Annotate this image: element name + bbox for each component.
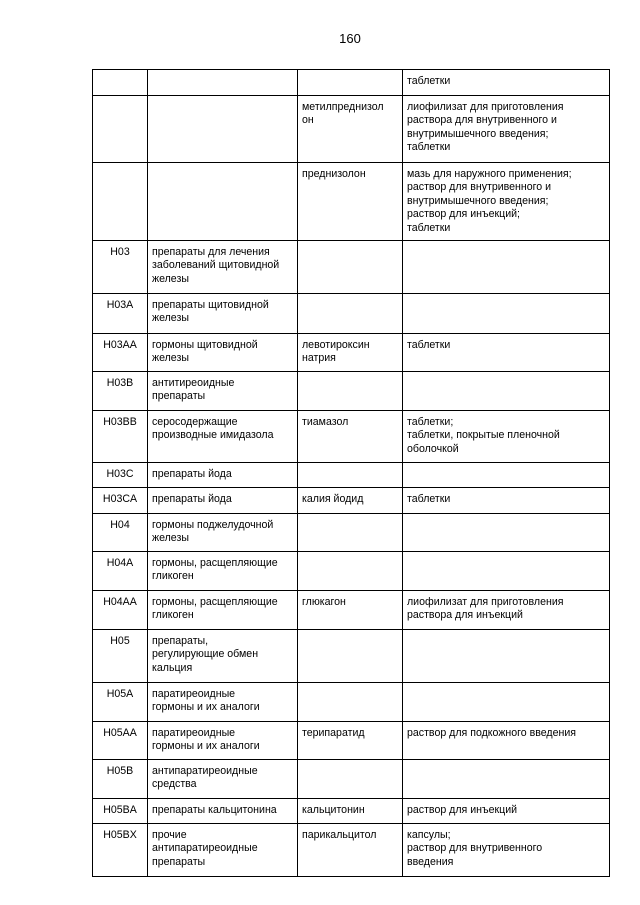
atc-code-cell [93,683,148,722]
atc-code-cell-text: H05B [106,765,134,777]
atc-code-cell [93,488,148,514]
atc-code-cell [93,372,148,411]
group-name-cell-text: паратиреоидные гормоны и их аналоги [152,688,260,714]
group-name-cell-text: препараты кальцитонина [152,804,277,816]
drug-name-cell [298,96,403,163]
table-row [93,241,610,294]
group-name-cell [148,824,298,877]
group-name-cell-text: препараты, регулирующие обмен кальция [152,635,259,674]
group-name-cell [148,683,298,722]
group-name-cell-text: гормоны поджелудочной железы [152,519,274,545]
atc-code-cell-text: H04AA [103,596,137,608]
drug-name-cell [298,372,403,411]
dosage-form-cell [403,334,610,372]
atc-code-cell [93,411,148,463]
table-row [93,591,610,630]
dosage-form-cell [403,294,610,334]
drug-name-cell-text: кальцитонин [302,804,365,816]
group-name-cell [148,630,298,683]
dosage-form-cell [403,591,610,630]
dosage-form-cell-text: лиофилизат для приготовления раствора для внутривенного и внутримышечного введения; таблетки [407,101,564,154]
atc-code-cell [93,294,148,334]
table-row [93,372,610,411]
dosage-form-cell-text: таблетки [407,493,451,505]
drug-name-cell [298,488,403,514]
atc-code-cell-text: H03C [106,468,134,480]
drug-name-cell [298,514,403,552]
atc-code-cell [93,591,148,630]
dosage-form-cell [403,96,610,163]
drug-name-cell [298,411,403,463]
group-name-cell [148,70,298,96]
table-row [93,514,610,552]
group-name-cell [148,591,298,630]
group-name-cell-text: прочие антипаратиреоидные препараты [152,829,258,868]
atc-code-cell [93,722,148,760]
atc-code-cell [93,334,148,372]
atc-code-cell [93,552,148,591]
atc-code-cell-text: H05BX [103,829,137,841]
group-name-cell-text: антитиреоидные препараты [152,377,235,403]
atc-code-cell-text: H03BB [103,416,137,428]
dosage-form-cell-text: лиофилизат для приготовления раствора для инъекций [407,596,564,622]
dosage-form-cell [403,760,610,799]
atc-code-cell-text: H04 [110,519,130,531]
group-name-cell [148,163,298,241]
group-name-cell-text: гормоны, расщепляющие гликоген [152,557,278,583]
drug-name-cell [298,591,403,630]
atc-code-cell [93,760,148,799]
dosage-form-cell [403,514,610,552]
table-row [93,722,610,760]
table-row [93,411,610,463]
group-name-cell-text: серосодержащие производные имидазола [152,416,274,442]
group-name-cell [148,799,298,824]
dosage-form-cell-text: раствор для инъекций [407,804,518,816]
table-row [93,334,610,372]
table-row [93,799,610,824]
group-name-cell [148,411,298,463]
drug-name-cell [298,683,403,722]
drug-name-cell [298,799,403,824]
table-row [93,463,610,488]
dosage-form-cell [403,241,610,294]
atc-code-cell [93,163,148,241]
drug-name-cell-text: преднизолон [302,168,366,180]
atc-code-cell [93,463,148,488]
group-name-cell [148,96,298,163]
atc-code-cell-text: H04A [106,557,134,569]
table-row [93,630,610,683]
dosage-form-cell-text: таблетки [407,339,451,351]
atc-code-cell-text: H03CA [102,493,138,505]
group-name-cell [148,488,298,514]
group-name-cell-text: препараты йода [152,468,232,480]
dosage-form-cell-text: мазь для наружного применения; раствор для внутривенного и внутримышечного введения; раствор для инъекций; таблетки [407,168,572,234]
dosage-form-cell [403,630,610,683]
group-name-cell-text: препараты йода [152,493,232,505]
drug-name-cell-text: терипаратид [302,727,365,739]
table-row [93,760,610,799]
dosage-form-cell [403,722,610,760]
group-name-cell-text: антипаратиреоидные средства [152,765,258,791]
atc-code-cell-text: H03 [110,246,130,258]
dosage-form-cell [403,411,610,463]
atc-code-cell [93,799,148,824]
dosage-form-cell [403,552,610,591]
table-body [93,70,610,877]
atc-code-cell-text: H05A [106,688,134,700]
dosage-form-cell-text: раствор для подкожного введения [407,727,576,739]
atc-code-cell-text: H03A [106,299,134,311]
table-row [93,824,610,877]
group-name-cell [148,372,298,411]
table-row [93,294,610,334]
drug-name-cell-text: парикальцитол [302,829,377,841]
dosage-form-cell-text: таблетки [407,75,451,87]
atc-code-cell [93,824,148,877]
table-row [93,70,610,96]
drug-name-cell-text: тиамазол [302,416,349,428]
group-name-cell [148,294,298,334]
drug-name-cell [298,463,403,488]
dosage-form-cell [403,372,610,411]
group-name-cell [148,463,298,488]
dosage-form-cell-text: таблетки; таблетки, покрытые пленочной оболочкой [407,416,560,455]
drug-name-cell [298,163,403,241]
drug-name-cell-text: метилпреднизол он [302,101,384,127]
drug-name-cell [298,334,403,372]
table-row [93,488,610,514]
drug-name-cell-text: левотироксин натрия [302,339,370,365]
dosage-form-cell [403,70,610,96]
atc-code-cell-text: H03B [106,377,134,389]
table-row [93,163,610,241]
group-name-cell [148,514,298,552]
dosage-form-cell [403,463,610,488]
dosage-form-cell [403,163,610,241]
group-name-cell-text: паратиреоидные гормоны и их аналоги [152,727,260,753]
drug-name-cell [298,294,403,334]
page-number: 160 [339,31,361,46]
group-name-cell-text: гормоны, расщепляющие гликоген [152,596,278,622]
atc-code-cell [93,241,148,294]
drug-name-cell [298,824,403,877]
dosage-form-cell [403,824,610,877]
drug-name-cell [298,552,403,591]
atc-code-cell-text: H05 [110,635,130,647]
group-name-cell [148,760,298,799]
table-row [93,96,610,163]
group-name-cell-text: гормоны щитовидной железы [152,339,258,365]
group-name-cell [148,722,298,760]
group-name-cell [148,334,298,372]
atc-code-cell-text: H03AA [103,339,137,351]
atc-code-cell [93,630,148,683]
table-row [93,683,610,722]
drug-table [92,69,610,877]
atc-code-cell [93,70,148,96]
drug-name-cell [298,630,403,683]
group-name-cell [148,241,298,294]
drug-name-cell [298,70,403,96]
table-row [93,552,610,591]
drug-name-cell [298,760,403,799]
group-name-cell-text: препараты щитовидной железы [152,299,269,325]
drug-name-cell [298,241,403,294]
drug-name-cell-text: глюкагон [302,596,346,608]
dosage-form-cell [403,488,610,514]
dosage-form-cell-text: капсулы; раствор для внутривенного введения [407,829,543,868]
atc-code-cell [93,514,148,552]
dosage-form-cell [403,683,610,722]
atc-code-cell-text: H05AA [103,727,137,739]
group-name-cell-text: препараты для лечения заболеваний щитовидной железы [152,246,280,285]
atc-code-cell-text: H05BA [103,804,137,816]
group-name-cell [148,552,298,591]
drug-name-cell-text: калия йодид [302,493,364,505]
dosage-form-cell [403,799,610,824]
drug-name-cell [298,722,403,760]
atc-code-cell [93,96,148,163]
